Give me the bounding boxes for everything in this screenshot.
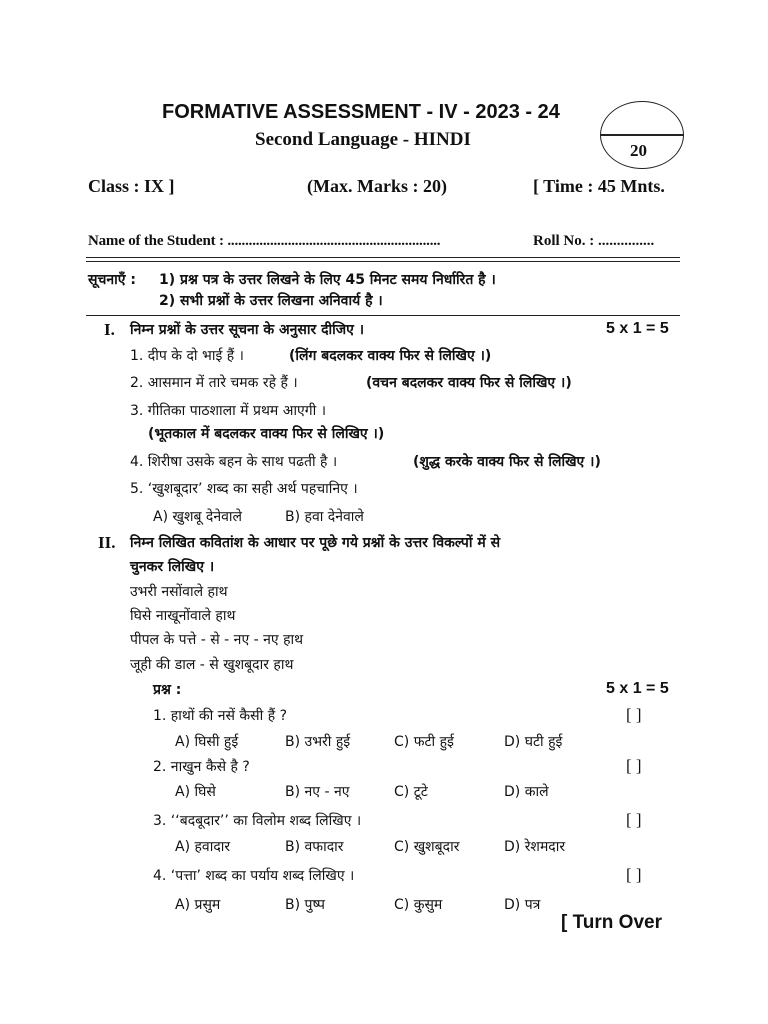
s2-q2-text: 2. नाखुन कैसे है ?: [153, 759, 250, 775]
s2-q1-option-b: B) उभरी हुई: [285, 734, 351, 750]
s1-q2-hint: (वचन बदलकर वाक्य फिर से लिखिए ।): [366, 375, 572, 391]
section-2-numeral: II.: [98, 533, 116, 552]
s2-q3-text: 3. ‘‘बदबूदार’’ का विलोम शब्द लिखिए ।: [153, 813, 362, 829]
answer-bracket: [ ]: [626, 810, 642, 829]
section-2-marks: 5 x 1 = 5: [606, 680, 669, 697]
questions-label: प्रश्न :: [153, 682, 182, 698]
divider-top: [86, 257, 680, 258]
s2-q4-option-b: B) पुष्प: [285, 897, 325, 913]
answer-bracket: [ ]: [626, 705, 642, 724]
s2-q1-option-c: C) फटी हुई: [394, 734, 454, 750]
s1-q5-option-a: A) खुशबू देनेवाले: [153, 509, 243, 525]
s1-q5-option-b: B) हवा देनेवाले: [285, 509, 364, 525]
roll-number-label: Roll No. : ...............: [533, 233, 655, 249]
answer-bracket: [ ]: [626, 756, 642, 775]
s2-q3-option-b: B) वफादार: [285, 839, 344, 855]
s2-q1-text: 1. हाथों की नसें कैसी हैं ?: [153, 708, 288, 724]
student-name-label: Name of the Student : ............................................................: [88, 233, 441, 249]
section-2-heading-line-2: चुनकर लिखिए ।: [130, 559, 215, 575]
s1-q1-text: 1. दीप के दो भाई हैं ।: [130, 348, 244, 364]
poem-line: घिसे नाखूनोंवाले हाथ: [130, 608, 236, 624]
s2-q3-option-a: A) हवादार: [175, 839, 231, 855]
s1-q2-text: 2. आसमान में तारे चमक रहे हैं ।: [130, 375, 298, 391]
turn-over-label: [ Turn Over: [561, 912, 662, 933]
marks-circle-value: 20: [630, 141, 647, 160]
exam-title: FORMATIVE ASSESSMENT - IV - 2023 - 24: [162, 101, 560, 123]
s1-q5-text: 5. ‘खुशबूदार’ शब्द का सही अर्थ पहचानिए ।: [130, 481, 358, 497]
s2-q2-option-b: B) नए - नए: [285, 784, 350, 800]
s1-q4-hint: (शुद्ध करके वाक्य फिर से लिखिए ।): [413, 454, 601, 470]
divider-bottom: [86, 261, 680, 262]
s2-q3-option-c: C) खुशबूदार: [394, 839, 460, 855]
s2-q2-option-c: C) टूटे: [394, 784, 428, 800]
instructions-label: सूचनाएँ :: [88, 272, 136, 288]
s2-q4-option-d: D) पत्र: [504, 897, 541, 913]
s1-q4-text: 4. शिरीषा उसके बहन के साथ पढती है ।: [130, 454, 338, 470]
s1-q3-hint: (भूतकाल में बदलकर वाक्य फिर से लिखिए ।): [148, 426, 385, 442]
marks-circle-divider: [601, 134, 683, 136]
section-2-heading-line-1: निम्न लिखित कवितांश के आधार पर पूछे गये प्रश्नों के उत्तर विकल्पों में से: [130, 535, 501, 551]
poem-line: जूही की डाल - से खुशबूदार हाथ: [130, 657, 294, 673]
s2-q2-option-d: D) काले: [504, 784, 549, 800]
s2-q1-option-d: D) घटी हुई: [504, 734, 563, 750]
instruction-1: 1) प्रश्न पत्र के उत्तर लिखने के लिए 45 मिनट समय निर्धारित है ।: [159, 272, 496, 288]
s2-q2-option-a: A) घिसे: [175, 784, 216, 800]
instruction-2: 2) सभी प्रश्नों के उत्तर लिखना अनिवार्य है ।: [159, 293, 383, 309]
s1-q1-hint: (लिंग बदलकर वाक्य फिर से लिखिए ।): [289, 348, 492, 364]
poem-line: पीपल के पत्ते - से - नए - नए हाथ: [130, 632, 304, 648]
exam-subtitle: Second Language - HINDI: [255, 129, 471, 150]
time-label: [ Time : 45 Mnts.: [533, 176, 665, 196]
max-marks-label: (Max. Marks : 20): [307, 176, 447, 196]
section-1-numeral: I.: [104, 320, 115, 339]
section-1-heading: निम्न प्रश्नों के उत्तर सूचना के अनुसार दीजिए ।: [130, 322, 365, 338]
s2-q4-text: 4. ‘पत्ता’ शब्द का पर्याय शब्द लिखिए ।: [153, 868, 355, 884]
s2-q4-option-c: C) कुसुम: [394, 897, 443, 913]
s2-q1-option-a: A) घिसी हुई: [175, 734, 239, 750]
class-label: Class : IX ]: [88, 176, 175, 196]
s1-q3-text: 3. गीतिका पाठशाला में प्रथम आएगी ।: [130, 403, 327, 419]
instructions-divider: [86, 315, 680, 316]
poem-line: उभरी नसोंवाले हाथ: [130, 584, 228, 600]
answer-bracket: [ ]: [626, 865, 642, 884]
s2-q3-option-d: D) रेशमदार: [504, 839, 566, 855]
marks-circle: [600, 101, 684, 169]
section-1-marks: 5 x 1 = 5: [606, 320, 669, 337]
s2-q4-option-a: A) प्रसुम: [175, 897, 221, 913]
